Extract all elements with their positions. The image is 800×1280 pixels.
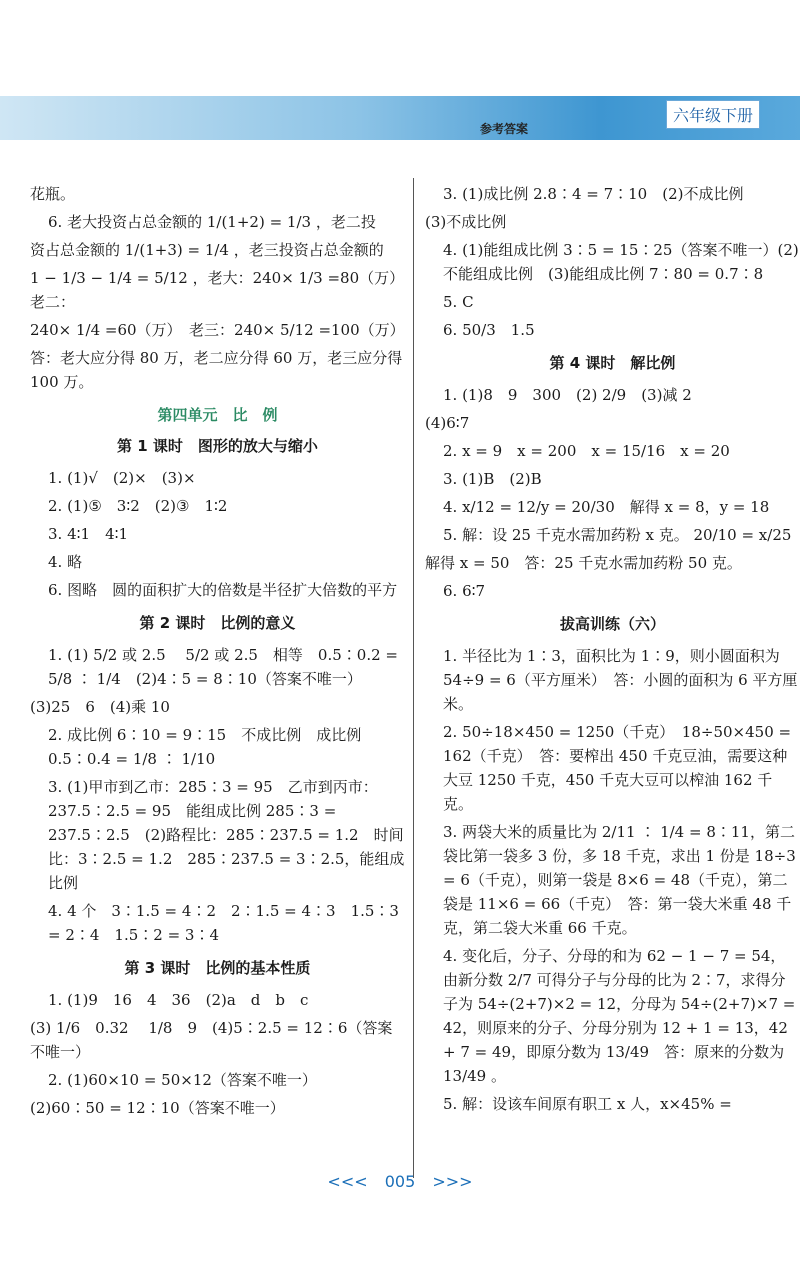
header-grade-label: 六年级下册: [666, 100, 760, 129]
left-line: 6. 老大投资占总金额的 1/(1+2) = 1/3 ，老二投: [48, 213, 376, 231]
right-column: [425, 178, 800, 1120]
page-number: 005: [384, 1172, 416, 1191]
left-line: 第 1 课时 图形的放大与缩小: [117, 437, 318, 455]
left-line: 花瓶。: [30, 185, 76, 203]
right-line: 拔高训练（六）: [559, 615, 665, 633]
left-line: 1. (1) 5/2 或 2.5 5/2 或 2.5 相等 0.5∶0.2 = 5/8 ∶ 1/4 (2)4∶5 = 8∶10（答案不唯一）: [48, 646, 398, 688]
right-line: 6. 50/3 1.5: [443, 321, 535, 339]
left-line: 第四单元 比 例: [157, 406, 278, 424]
column-divider: [413, 178, 414, 1178]
right-line: 3. 两袋大米的质量比为 2/11 ∶ 1/4 = 8∶11，第二袋比第一袋多 3 份，多 18 千克，求出 1 份是 18÷3 = 6（千克），则第一袋是 8×6 = 48（千克），第二袋是 11×6 = 66（千克） 答：第一袋大米重 48 千克，第二袋大米重 66 千克。: [443, 823, 796, 937]
left-line: (2)60∶50 = 12∶10（答案不唯一）: [30, 1099, 285, 1117]
header-title: 参考答案: [480, 122, 529, 136]
right-line: 5. C: [443, 293, 474, 311]
right-line: (4)6∶7: [425, 414, 470, 432]
left-line: 1 − 1/3 − 1/4 = 5/12 ，老大：240× 1/3 =80（万） 老二：: [30, 269, 412, 311]
left-line: 6. 图略 圆的面积扩大的倍数是半径扩大倍数的平方: [48, 581, 398, 599]
left-line: (3)25 6 (4)乘 10: [30, 698, 170, 716]
left-line: (3) 1/6 0.32 1/8 9 (4)5∶2.5 = 12∶6（答案不唯一）: [30, 1019, 393, 1061]
right-line: 第 4 课时 解比例: [549, 354, 676, 372]
right-line: 解得 x = 50 答：25 千克水需加药粉 50 克。: [425, 554, 742, 572]
next-arrows-icon: >>>: [432, 1172, 473, 1191]
page-header-banner: [0, 96, 800, 140]
left-line: 4. 略: [48, 553, 83, 571]
left-line: 3. (1)甲市到乙市：285∶3 = 95 乙市到丙市：237.5∶2.5 = 95 能组成比例 285∶3 = 237.5∶2.5 (2)路程比：285∶237.5 = 1.2 时间比：3∶2.5 = 1.2 285∶237.5 = 3∶2.5，能组成比例: [48, 778, 405, 892]
left-line: 1. (1)9 16 4 36 (2)a d b c: [48, 991, 309, 1009]
left-line: 第 2 课时 比例的意义: [139, 614, 296, 632]
right-line: 1. (1)8 9 300 (2) 2/9 (3)减 2: [443, 386, 692, 404]
left-line: 3. 4∶1 4∶1: [48, 525, 129, 543]
page-footer: [0, 1172, 800, 1191]
right-line: 6. 6∶7: [443, 582, 486, 600]
left-column: [30, 178, 412, 1124]
right-line: 3. (1)B (2)B: [443, 470, 542, 488]
right-line: 2. x = 9 x = 200 x = 15/16 x = 20: [443, 442, 730, 460]
right-line: 4. 变化后，分子、分母的和为 62 − 1 − 7 = 54，由新分数 2/7 可得分子与分母的比为 2∶7，求得分子为 54÷(2+7)×2 = 12，分母为 54÷(2+7)×7 = 42，则原来的分子、分母分别为 12 + 1 = 13，42 + 7 = 49，即原分数为 13/49 答：原来的分数为 13/49 。: [443, 947, 796, 1085]
left-line: 1. (1)√ (2)× (3)×: [48, 469, 196, 487]
right-line: 1. 半径比为 1∶3，面积比为 1∶9，则小圆面积为 54÷9 = 6（平方厘米） 答：小圆的面积为 6 平方厘米。: [443, 647, 798, 713]
right-line: 5. 解：设 25 千克水需加药粉 x 克。 20/10 = x/25: [443, 526, 792, 544]
right-line: 2. 50÷18×450 = 1250（千克） 18÷50×450 = 162（千克） 答：要榨出 450 千克豆油，需要这种大豆 1250 千克，450 千克大豆可以榨油 162 千克。: [443, 723, 792, 813]
left-line: 第 3 课时 比例的基本性质: [124, 959, 311, 977]
left-line: 资占总金额的 1/(1+3) = 1/4 ，老三投资占总金额的: [30, 241, 384, 259]
left-line: 答：老大应分得 80 万，老二应分得 60 万，老三应分得 100 万。: [30, 349, 403, 391]
left-line: 2. 成比例 6∶10 = 9∶15 不成比例 成比例 0.5∶0.4 = 1/8 ∶ 1/10: [48, 726, 362, 768]
left-line: 240× 1/4 =60（万） 老三：240× 5/12 =100（万）: [30, 321, 405, 339]
left-line: 2. (1)60×10 = 50×12（答案不唯一）: [48, 1071, 317, 1089]
right-line: 5. 解：设该车间原有职工 x 人，x×45% =: [443, 1095, 732, 1113]
prev-arrows-icon: <<<: [327, 1172, 368, 1191]
left-line: 2. (1)⑤ 3∶2 (2)③ 1∶2: [48, 497, 228, 515]
right-line: 4. x/12 = 12/y = 20/30 解得 x = 8，y = 18: [443, 498, 770, 516]
right-line: (3)不成比例: [425, 213, 507, 231]
left-line: 4. 4 个 3∶1.5 = 4∶2 2∶1.5 = 4∶3 1.5∶3 = 2∶4 1.5∶2 = 3∶4: [48, 902, 399, 944]
right-line: 4. (1)能组成比例 3∶5 = 15∶25（答案不唯一）(2)不能组成比例 (3)能组成比例 7∶80 = 0.7∶8: [443, 241, 799, 283]
right-line: 3. (1)成比例 2.8∶4 = 7∶10 (2)不成比例: [443, 185, 744, 203]
